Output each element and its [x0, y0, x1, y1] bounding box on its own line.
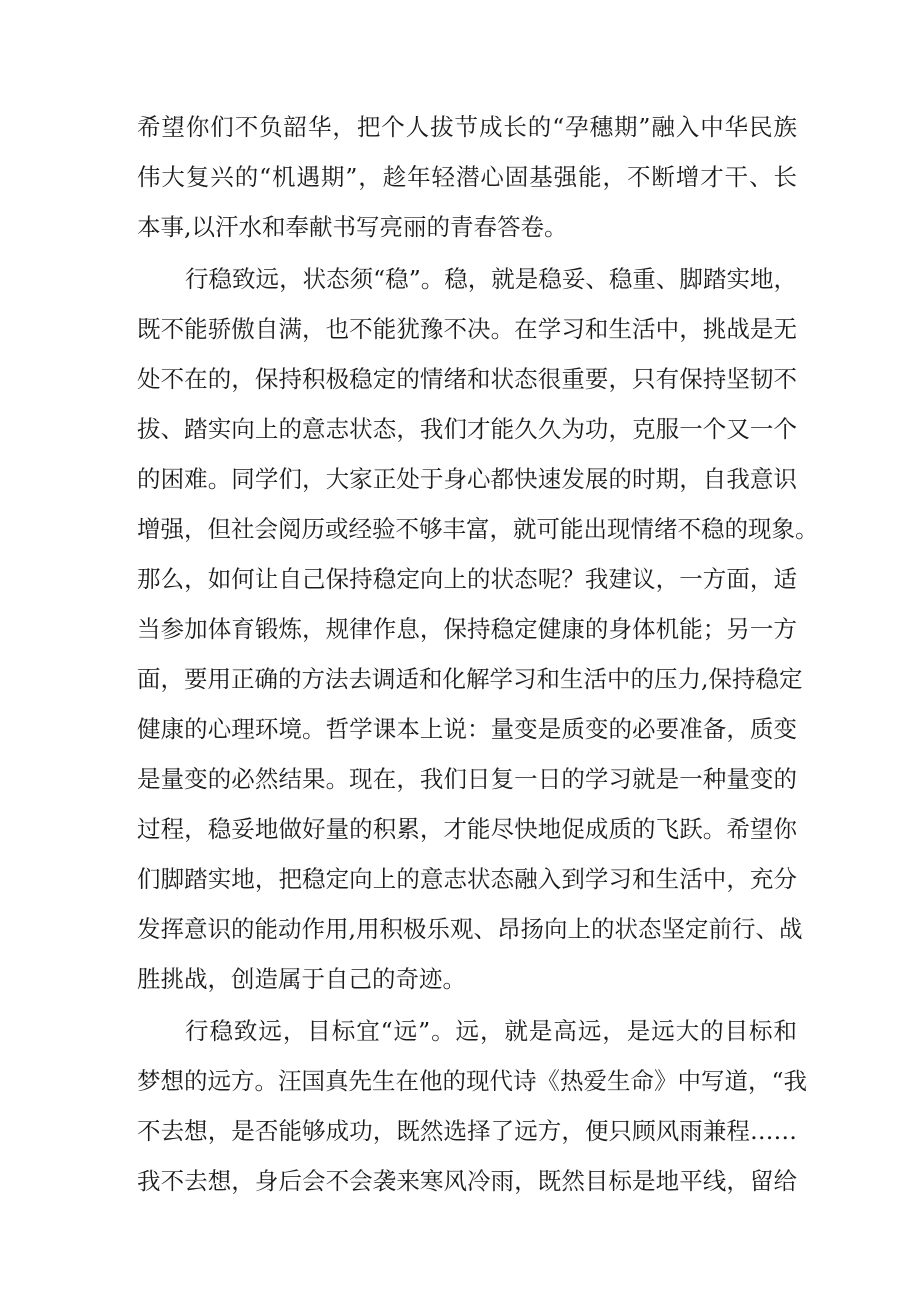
text-line-21: 不去想，是否能够成功，既然选择了远方，便只顾风雨兼程…… [137, 1117, 797, 1145]
text-line-8: 的困难。同学们，大家正处于身心都快速发展的时期，自我意识 [137, 465, 797, 493]
text-line-15: 过程，稳妥地做好量的积累，才能尽快地促成质的飞跃。希望你 [137, 815, 797, 843]
text-line-14: 是量变的必然结果。现在，我们日复一日的学习就是一种量变的 [137, 765, 797, 793]
text-line-22: 我不去想，身后会不会袭来寒风冷雨，既然目标是地平线，留给 [137, 1167, 797, 1195]
text-line-18: 胜挑战，创造属于自己的奇迹。 [137, 965, 466, 993]
text-line-10: 那么，如何让自己保持稳定向上的状态呢？我建议，一方面，适 [137, 565, 797, 593]
text-line-1: 希望你们不负韶华，把个人拔节成长的“孕穗期”融入中华民族 [137, 113, 797, 141]
text-line-6: 处不在的，保持积极稳定的情绪和状态很重要，只有保持坚韧不 [137, 365, 797, 393]
paragraph-2-first-line: 行稳致远，状态须“稳”。稳，就是稳妥、稳重、脚踏实地， [185, 265, 797, 293]
text-line-17: 发挥意识的能动作用,用积极乐观、昂扬向上的状态坚定前行、战 [137, 915, 803, 943]
paragraph-3-first-line: 行稳致远，目标宜“远”。远，就是高远，是远大的目标和 [185, 1017, 797, 1045]
text-line-2: 伟大复兴的“机遇期”，趁年轻潜心固基强能，不断增才干、长 [137, 163, 797, 191]
text-line-16: 们脚踏实地，把稳定向上的意志状态融入到学习和生活中，充分 [137, 865, 797, 893]
text-line-9: 增强，但社会阅历或经验不够丰富，就可能出现情绪不稳的现象。 [137, 515, 819, 543]
text-line-7: 拔、踏实向上的意志状态，我们才能久久为功，克服一个又一个 [137, 415, 797, 443]
text-line-13: 健康的心理环境。哲学课本上说：量变是质变的必要准备，质变 [137, 715, 797, 743]
text-line-3: 本事,以汗水和奉献书写亮丽的青春答卷。 [137, 213, 568, 241]
text-line-5: 既不能骄傲自满，也不能犹豫不决。在学习和生活中，挑战是无 [137, 315, 797, 343]
text-line-20: 梦想的远方。汪国真先生在他的现代诗《热爱生命》中写道，“我 [137, 1067, 808, 1095]
text-line-11: 当参加体育锻炼，规律作息，保持稳定健康的身体机能；另一方 [137, 615, 797, 643]
text-line-12: 面，要用正确的方法去调适和化解学习和生活中的压力,保持稳定 [137, 665, 803, 693]
